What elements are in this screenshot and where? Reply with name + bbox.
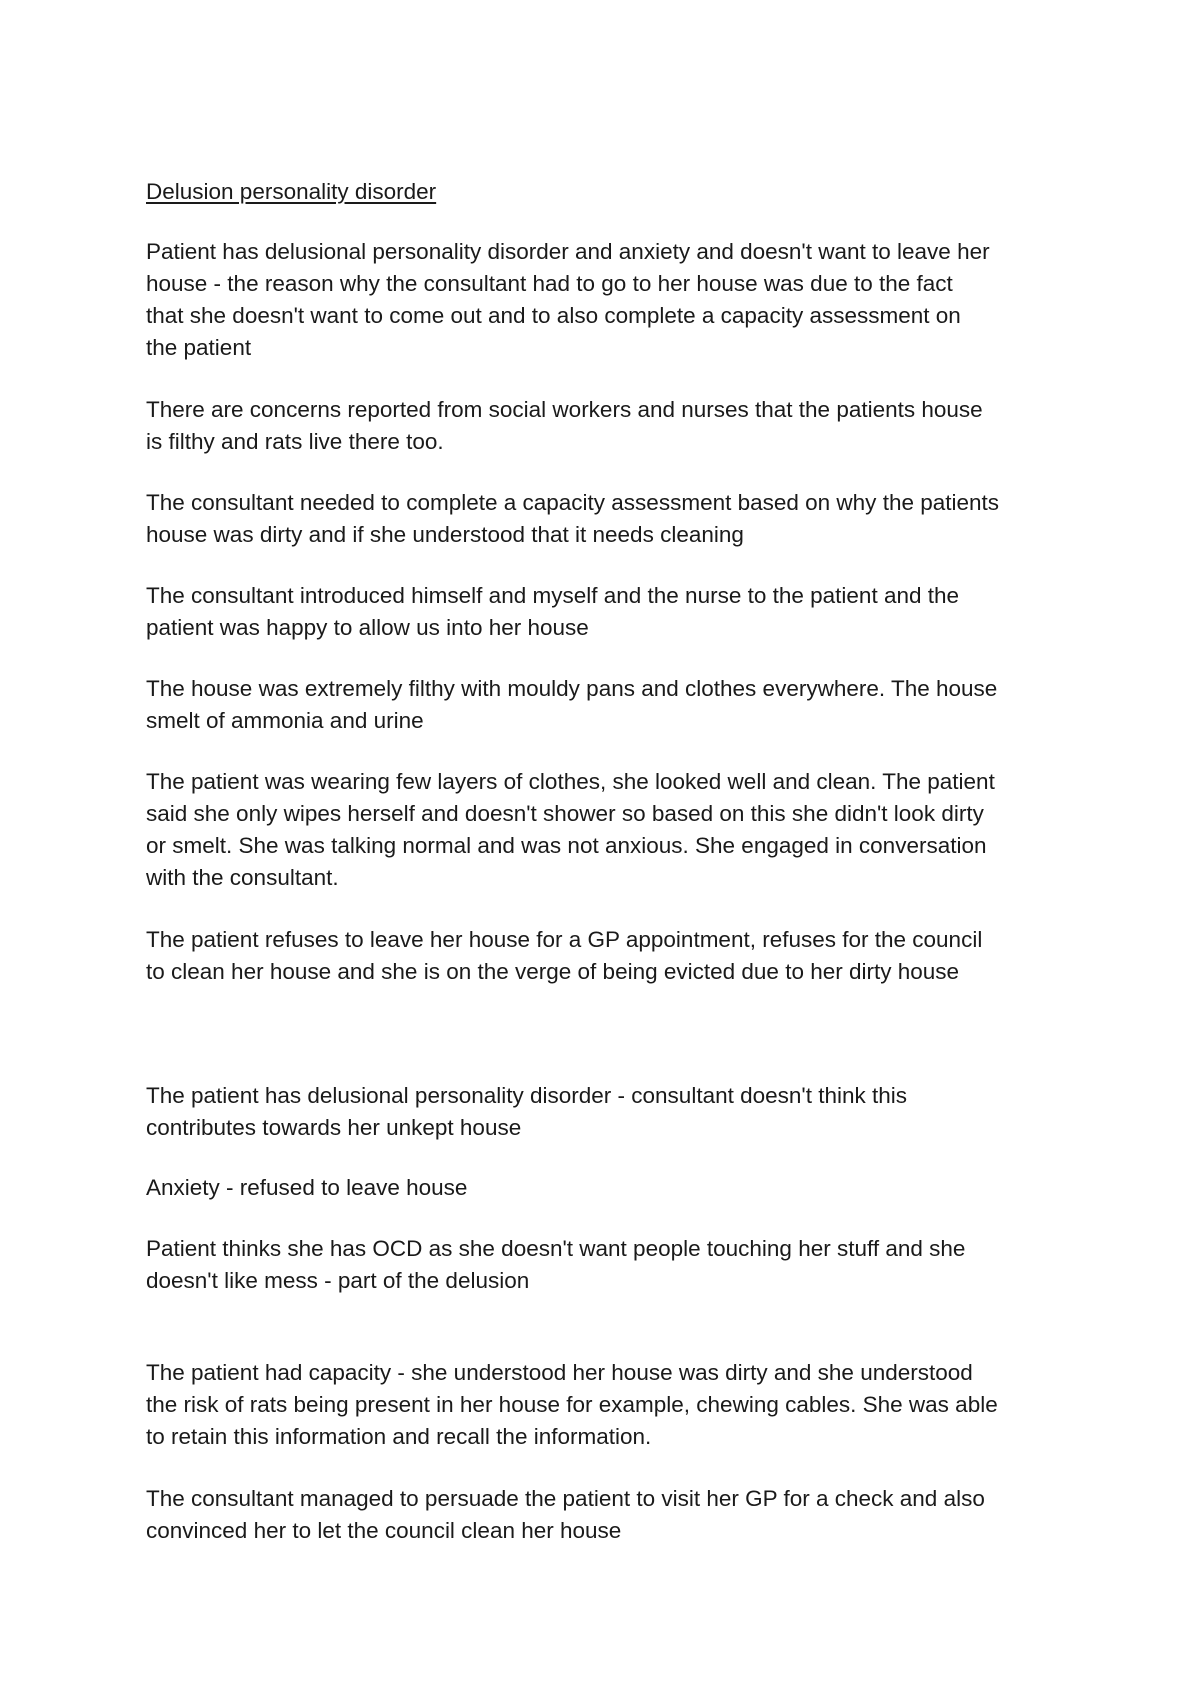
- text-line: convinced her to let the council clean her house: [146, 1518, 622, 1543]
- text-line: the patient: [146, 335, 252, 360]
- text-line: doesn't like mess - part of the delusion: [146, 1268, 530, 1293]
- paragraph: [146, 1080, 1076, 1144]
- text-line: to retain this information and recall the information.: [146, 1424, 652, 1449]
- paragraph: [146, 394, 1076, 458]
- text-line: smelt of ammonia and urine: [146, 708, 424, 733]
- paragraph: [146, 236, 1076, 364]
- text-line: said she only wipes herself and doesn't shower so based on this she didn't look dirty: [146, 801, 984, 826]
- text-line: The patient refuses to leave her house for a GP appointment, refuses for the council: [146, 927, 983, 952]
- text-line: The patient was wearing few layers of clothes, she looked well and clean. The patient: [146, 769, 995, 794]
- text-line: house - the reason why the consultant had to go to her house was due to the fact: [146, 271, 953, 296]
- paragraph: [146, 487, 1076, 551]
- text-line: The patient had capacity - she understood her house was dirty and she understood: [146, 1360, 973, 1385]
- paragraph: [146, 924, 1076, 988]
- document-title: Delusion personality disorder: [146, 179, 437, 204]
- text-line: the risk of rats being present in her house for example, chewing cables. She was able: [146, 1392, 998, 1417]
- paragraph: [146, 580, 1076, 644]
- text-line: The house was extremely filthy with mouldy pans and clothes everywhere. The house: [146, 676, 998, 701]
- paragraph: [146, 1172, 1076, 1204]
- paragraph: [146, 1233, 1076, 1297]
- text-line: Patient thinks she has OCD as she doesn't want people touching her stuff and she: [146, 1236, 966, 1261]
- paragraph: [146, 1357, 1076, 1453]
- paragraph: [146, 673, 1076, 737]
- paragraph: [146, 1483, 1076, 1547]
- text-line: with the consultant.: [146, 865, 339, 890]
- text-line: contributes towards her unkept house: [146, 1115, 522, 1140]
- text-line: that she doesn't want to come out and to also complete a capacity assessment on: [146, 303, 961, 328]
- text-line: The consultant needed to complete a capacity assessment based on why the patients: [146, 490, 1000, 515]
- text-line: Patient has delusional personality disorder and anxiety and doesn't want to leave her: [146, 239, 990, 264]
- text-line: to clean her house and she is on the verge of being evicted due to her dirty house: [146, 959, 960, 984]
- text-line: patient was happy to allow us into her house: [146, 615, 589, 640]
- text-line: The consultant introduced himself and myself and the nurse to the patient and the: [146, 583, 960, 608]
- text-line: house was dirty and if she understood that it needs cleaning: [146, 522, 744, 547]
- text-line: is filthy and rats live there too.: [146, 429, 444, 454]
- text-line: The patient has delusional personality disorder - consultant doesn't think this: [146, 1083, 907, 1108]
- text-line: Anxiety - refused to leave house: [146, 1175, 468, 1200]
- text-line: The consultant managed to persuade the patient to visit her GP for a check and also: [146, 1486, 985, 1511]
- text-line: There are concerns reported from social workers and nurses that the patients house: [146, 397, 983, 422]
- paragraph: [146, 766, 1076, 894]
- text-line: or smelt. She was talking normal and was not anxious. She engaged in conversation: [146, 833, 987, 858]
